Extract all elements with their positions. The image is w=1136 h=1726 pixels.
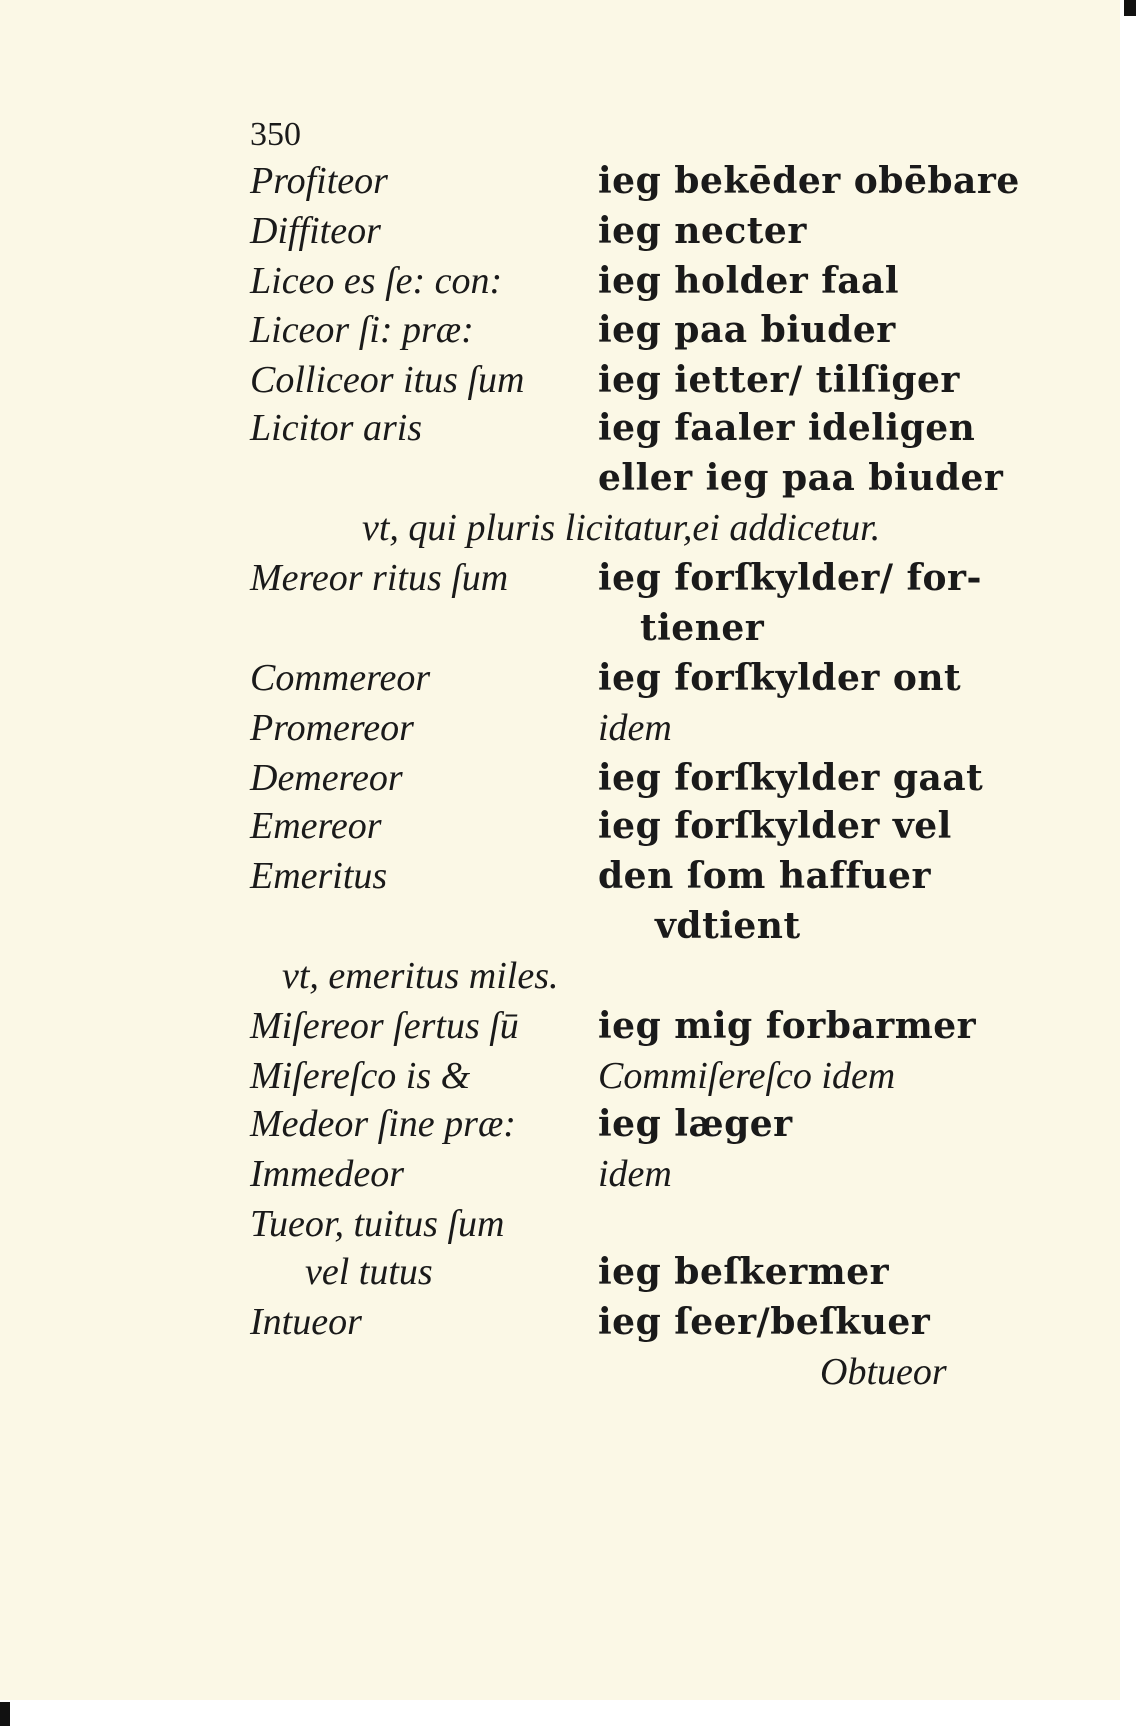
latin-entry: Intueor bbox=[250, 1301, 362, 1343]
danish-gloss: ieg læger bbox=[598, 1103, 793, 1145]
scan-edge-mark bbox=[1124, 0, 1136, 16]
danish-gloss: ieg bekēder obēbare bbox=[598, 160, 1020, 202]
latin-entry: Miſereor ſertus ſū bbox=[250, 1005, 519, 1047]
danish-gloss: idem bbox=[598, 1153, 672, 1195]
latin-entry: Promereor bbox=[250, 707, 414, 749]
latin-entry: Profiteor bbox=[250, 160, 388, 202]
danish-gloss-continuation: tiener bbox=[640, 607, 765, 649]
danish-gloss: ieg beſkermer bbox=[598, 1251, 890, 1293]
latin-entry: Mereor ritus ſum bbox=[250, 557, 509, 599]
danish-gloss: den ſom haffuer bbox=[598, 855, 931, 897]
latin-entry: Immedeor bbox=[250, 1153, 405, 1195]
latin-entry: Miſereſco is & bbox=[250, 1055, 471, 1097]
scan-edge-right bbox=[1120, 0, 1136, 1726]
danish-gloss-continuation: vdtient bbox=[655, 905, 801, 947]
page-number: 350 bbox=[250, 116, 301, 153]
catchword: Obtueor bbox=[820, 1351, 947, 1393]
latin-entry: Colliceor itus ſum bbox=[250, 359, 525, 401]
latin-entry: Liceo es ſe: con: bbox=[250, 260, 503, 302]
danish-gloss: ieg paa biuder bbox=[598, 309, 896, 351]
latin-entry: Liceor ſi: præ: bbox=[250, 309, 474, 351]
latin-entry: Demereor bbox=[250, 757, 403, 799]
example-line: vt, emeritus miles. bbox=[282, 955, 559, 997]
danish-gloss: ieg ietter/ tilſiger bbox=[598, 359, 960, 401]
latin-entry: Emeritus bbox=[250, 855, 388, 897]
danish-gloss: ieg ſeer/beſkuer bbox=[598, 1301, 931, 1343]
latin-entry: Licitor aris bbox=[250, 407, 423, 449]
latin-entry: Medeor ſine præ: bbox=[250, 1103, 516, 1145]
danish-gloss: ieg forſkylder/ for- bbox=[598, 557, 982, 599]
danish-gloss: ieg forſkylder ont bbox=[598, 657, 962, 699]
latin-entry-continuation: vel tutus bbox=[305, 1251, 433, 1293]
latin-entry: Emereor bbox=[250, 805, 382, 847]
latin-gloss: Commiſereſco idem bbox=[598, 1055, 896, 1097]
danish-gloss: ieg faaler ideligen bbox=[598, 407, 976, 449]
danish-gloss: ieg holder faal bbox=[598, 260, 900, 302]
latin-entry: Diffiteor bbox=[250, 210, 381, 252]
scan-edge-mark bbox=[0, 1702, 10, 1726]
example-line: vt, qui pluris licitatur,ei addicetur. bbox=[362, 507, 881, 549]
danish-gloss: idem bbox=[598, 707, 672, 749]
danish-gloss: ieg forſkylder gaat bbox=[598, 757, 984, 799]
danish-gloss: ieg mig forbarmer bbox=[598, 1005, 977, 1047]
latin-entry: Commereor bbox=[250, 657, 431, 699]
danish-gloss-continuation: eller ieg paa biuder bbox=[598, 457, 1004, 499]
danish-gloss: ieg necter bbox=[598, 210, 807, 252]
latin-entry: Tueor, tuitus ſum bbox=[250, 1203, 505, 1245]
danish-gloss: ieg forſkylder vel bbox=[598, 805, 952, 847]
